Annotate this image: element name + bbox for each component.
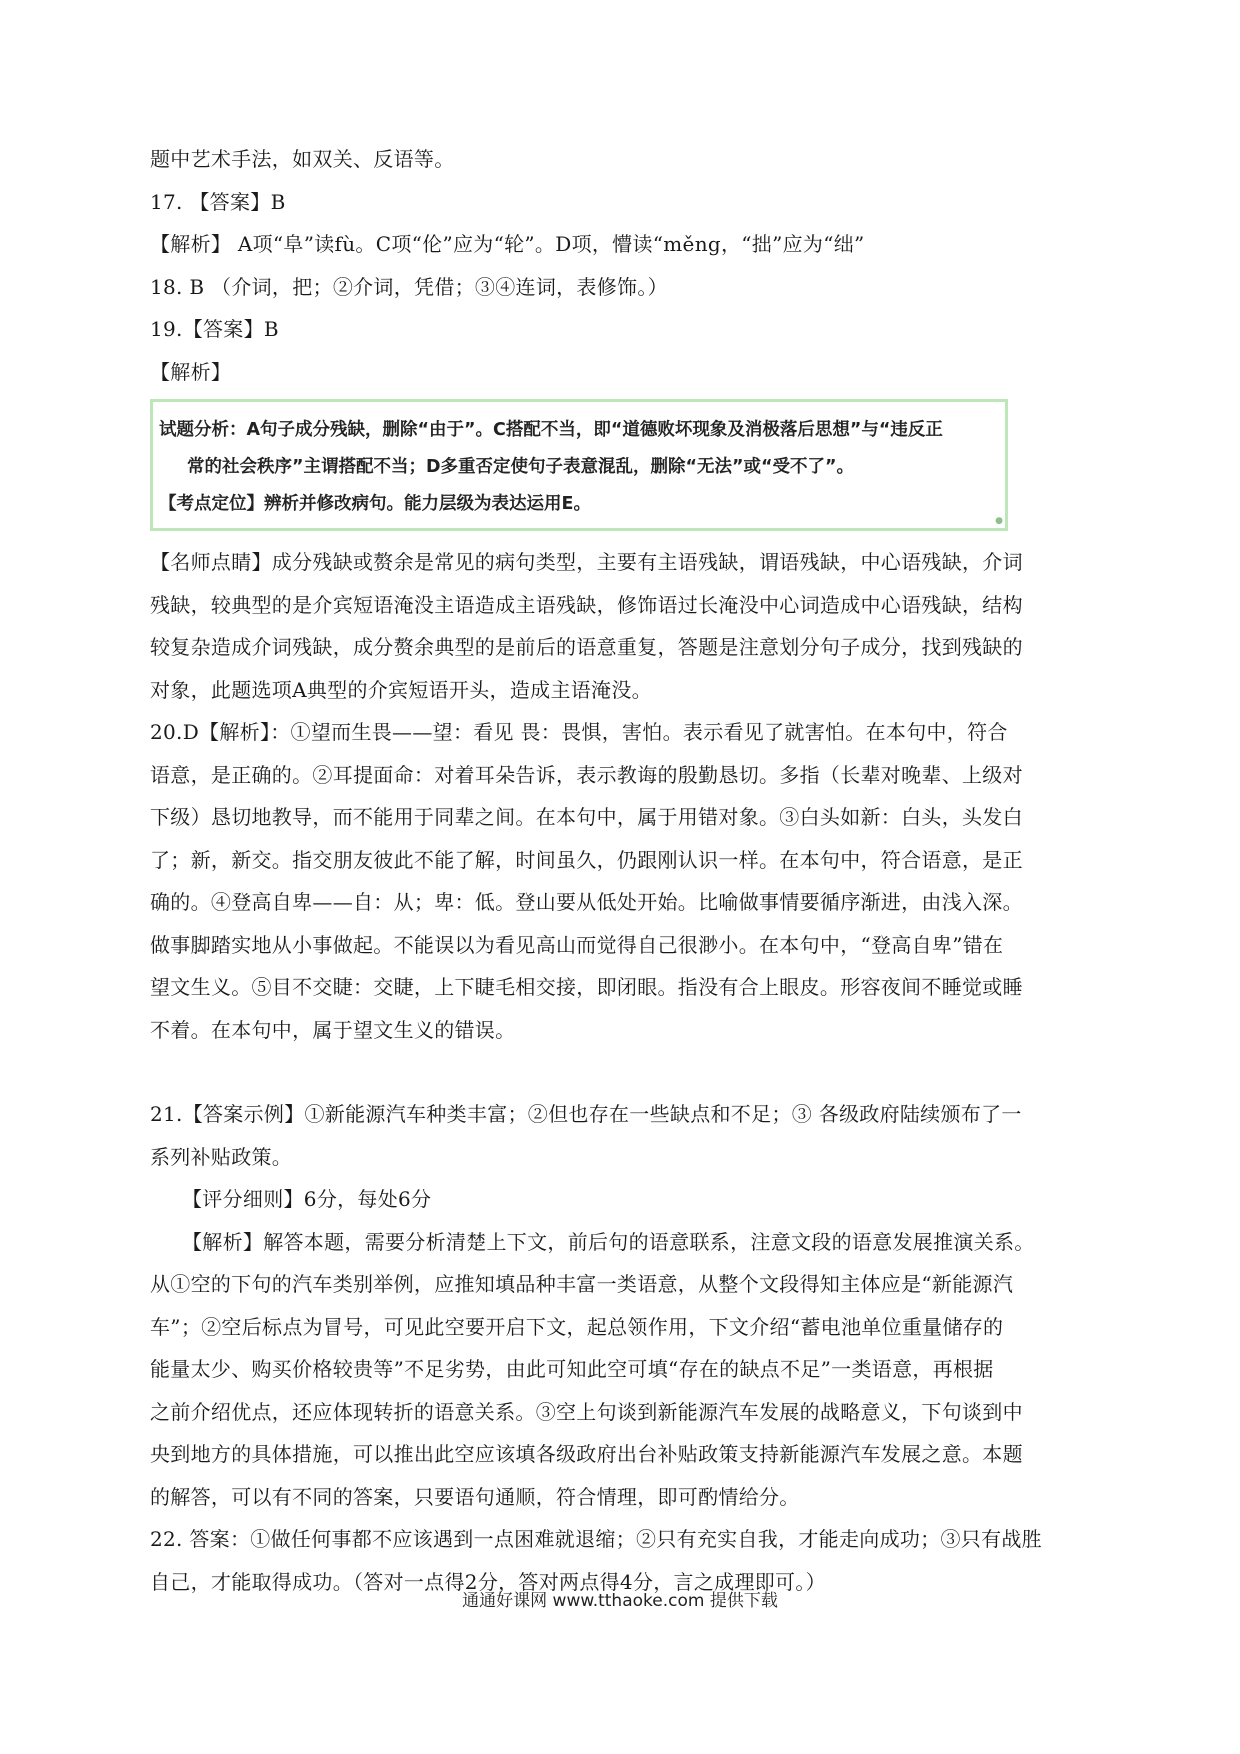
text-line: 的解答，可以有不同的答案，只要语句通顺，符合情理，即可酌情给分。 [150, 1484, 800, 1509]
text-line: 能量太少、购买价格较贵等”不足劣势，由此可知此空可填“存在的缺点不足”一类语意，再根据 [150, 1357, 994, 1381]
text-line: 21.【答案示例】①新能源汽车种类丰富；②但也存在一些缺点和不足；③ 各级政府陆续颁布了一 [150, 1102, 1022, 1126]
text-line: 题中艺术手法，如双关、反语等。 [150, 147, 455, 171]
text-block-e [150, 1263, 1100, 1603]
text-line: 较复杂造成介词残缺，成分赘余典型的是前后的语意重复，答题是注意划分句子成分，找到残缺的 [150, 635, 1023, 659]
text-line: 【解析】解答本题，需要分析清楚上下文，前后句的语意联系，注意文段的语意发展推演关系。 [182, 1229, 1035, 1254]
analysis-box-line-3: 【考点定位】辨析并修改病句。能力层级为表达运用E。 [159, 494, 591, 514]
analysis-box-wrapper [150, 399, 1100, 531]
analysis-box-line-1: 试题分析：A句子成分残缺，删除“由于”。C搭配不当，即“道德败坏现象及消极落后思想”与“违反正 [159, 420, 943, 440]
text-line: 语意，是正确的。②耳提面命：对着耳朵告诉，表示教诲的殷勤恳切。多指（长辈对晚辈、上级对 [150, 762, 1023, 787]
text-block-a [150, 138, 1100, 393]
text-line: 车”；②空后标点为冒号，可见此空要开启下文，起总领作用，下文介绍“蓄电池单位重量储存的 [150, 1314, 1004, 1339]
text-line: 【解析】 [150, 359, 232, 384]
answer-page [150, 138, 1100, 1603]
text-line: 确的。④登高自卑——自：从；卑：低。登山要从低处开始。比喻做事情要循序渐进，由浅入深。 [150, 890, 1023, 914]
text-block-d [150, 1178, 1100, 1263]
text-line: 央到地方的具体措施，可以推出此空应该填各级政府出台补贴政策支持新能源汽车发展之意。本题 [150, 1442, 1023, 1466]
text-line: 【名师点睛】成分残缺或赘余是常见的病句类型，主要有主语残缺，谓语残缺，中心语残缺，介词 [150, 550, 1023, 574]
text-line: 不着。在本句中，属于望文生义的错误。 [150, 1017, 516, 1042]
text-line: 从①空的下句的汽车类别举例，应推知填品种丰富一类语意，从整个文段得知主体应是“新能源汽 [150, 1272, 1014, 1296]
text-line: 17. 【答案】B [150, 189, 286, 214]
text-line: 下级）恳切地教导，而不能用于同辈之间。在本句中，属于用错对象。③白头如新：白头，头发白 [150, 805, 1023, 829]
footer-watermark: 通通好课网 www.tthaoke.com 提供下载 [462, 1591, 778, 1611]
text-block-b [150, 541, 1100, 1051]
text-line: 【解析】 A项“阜”读fù。C项“伦”应为“轮”。D项，懵读“měng，“拙”应为“绌” [150, 232, 865, 256]
analysis-box-line-2: 常的社会秩序”主谓搭配不当；D多重否定使句子表意混乱，删除“无法”或“受不了”。 [187, 457, 855, 477]
text-line: 18. B （介词，把；②介词，凭借；③④连词，表修饰。） [150, 274, 668, 299]
text-line: 系列补贴政策。 [150, 1144, 293, 1169]
analysis-box [150, 399, 1008, 531]
text-line: 19.【答案】B [150, 317, 279, 341]
text-line: 之前介绍优点，还应体现转折的语意关系。③空上句谈到新能源汽车发展的战略意义，下句谈到中 [150, 1399, 1023, 1424]
text-line: 【评分细则】6分，每处6分 [182, 1187, 432, 1211]
text-block-c [150, 1093, 1100, 1178]
text-line: 残缺，较典型的是介宾短语淹没主语造成主语残缺，修饰语过长淹没中心词造成中心语残缺，结构 [150, 592, 1023, 617]
paragraph-gap [150, 1051, 1100, 1093]
text-line: 了；新，新交。指交朋友彼此不能了解，时间虽久，仍跟刚认识一样。在本句中，符合语意，是正 [150, 847, 1023, 872]
text-line: 自己，才能取得成功。（答对一点得2分，答对两点得4分，言之成理即可。） [150, 1569, 826, 1594]
text-line: 对象，此题选项A典型的介宾短语开头，造成主语淹没。 [150, 677, 652, 702]
text-line: 望文生义。⑤目不交睫：交睫，上下睫毛相交接，即闭眼。指没有合上眼皮。形容夜间不睡觉或睡 [150, 975, 1023, 999]
text-line: 做事脚踏实地从小事做起。不能误以为看见高山而觉得自己很渺小。在本句中，“登高自卑”错在 [150, 932, 1004, 957]
text-line: 22. 答案：①做任何事都不应该遇到一点困难就退缩；②只有充实自我，才能走向成功；③只有战胜 [150, 1527, 1042, 1551]
box-corner-mark: ● [995, 516, 1003, 526]
text-line: 20.D【解析】：①望而生畏——望：看见 畏：畏惧，害怕。表示看见了就害怕。在本句中，符合 [150, 720, 1008, 744]
